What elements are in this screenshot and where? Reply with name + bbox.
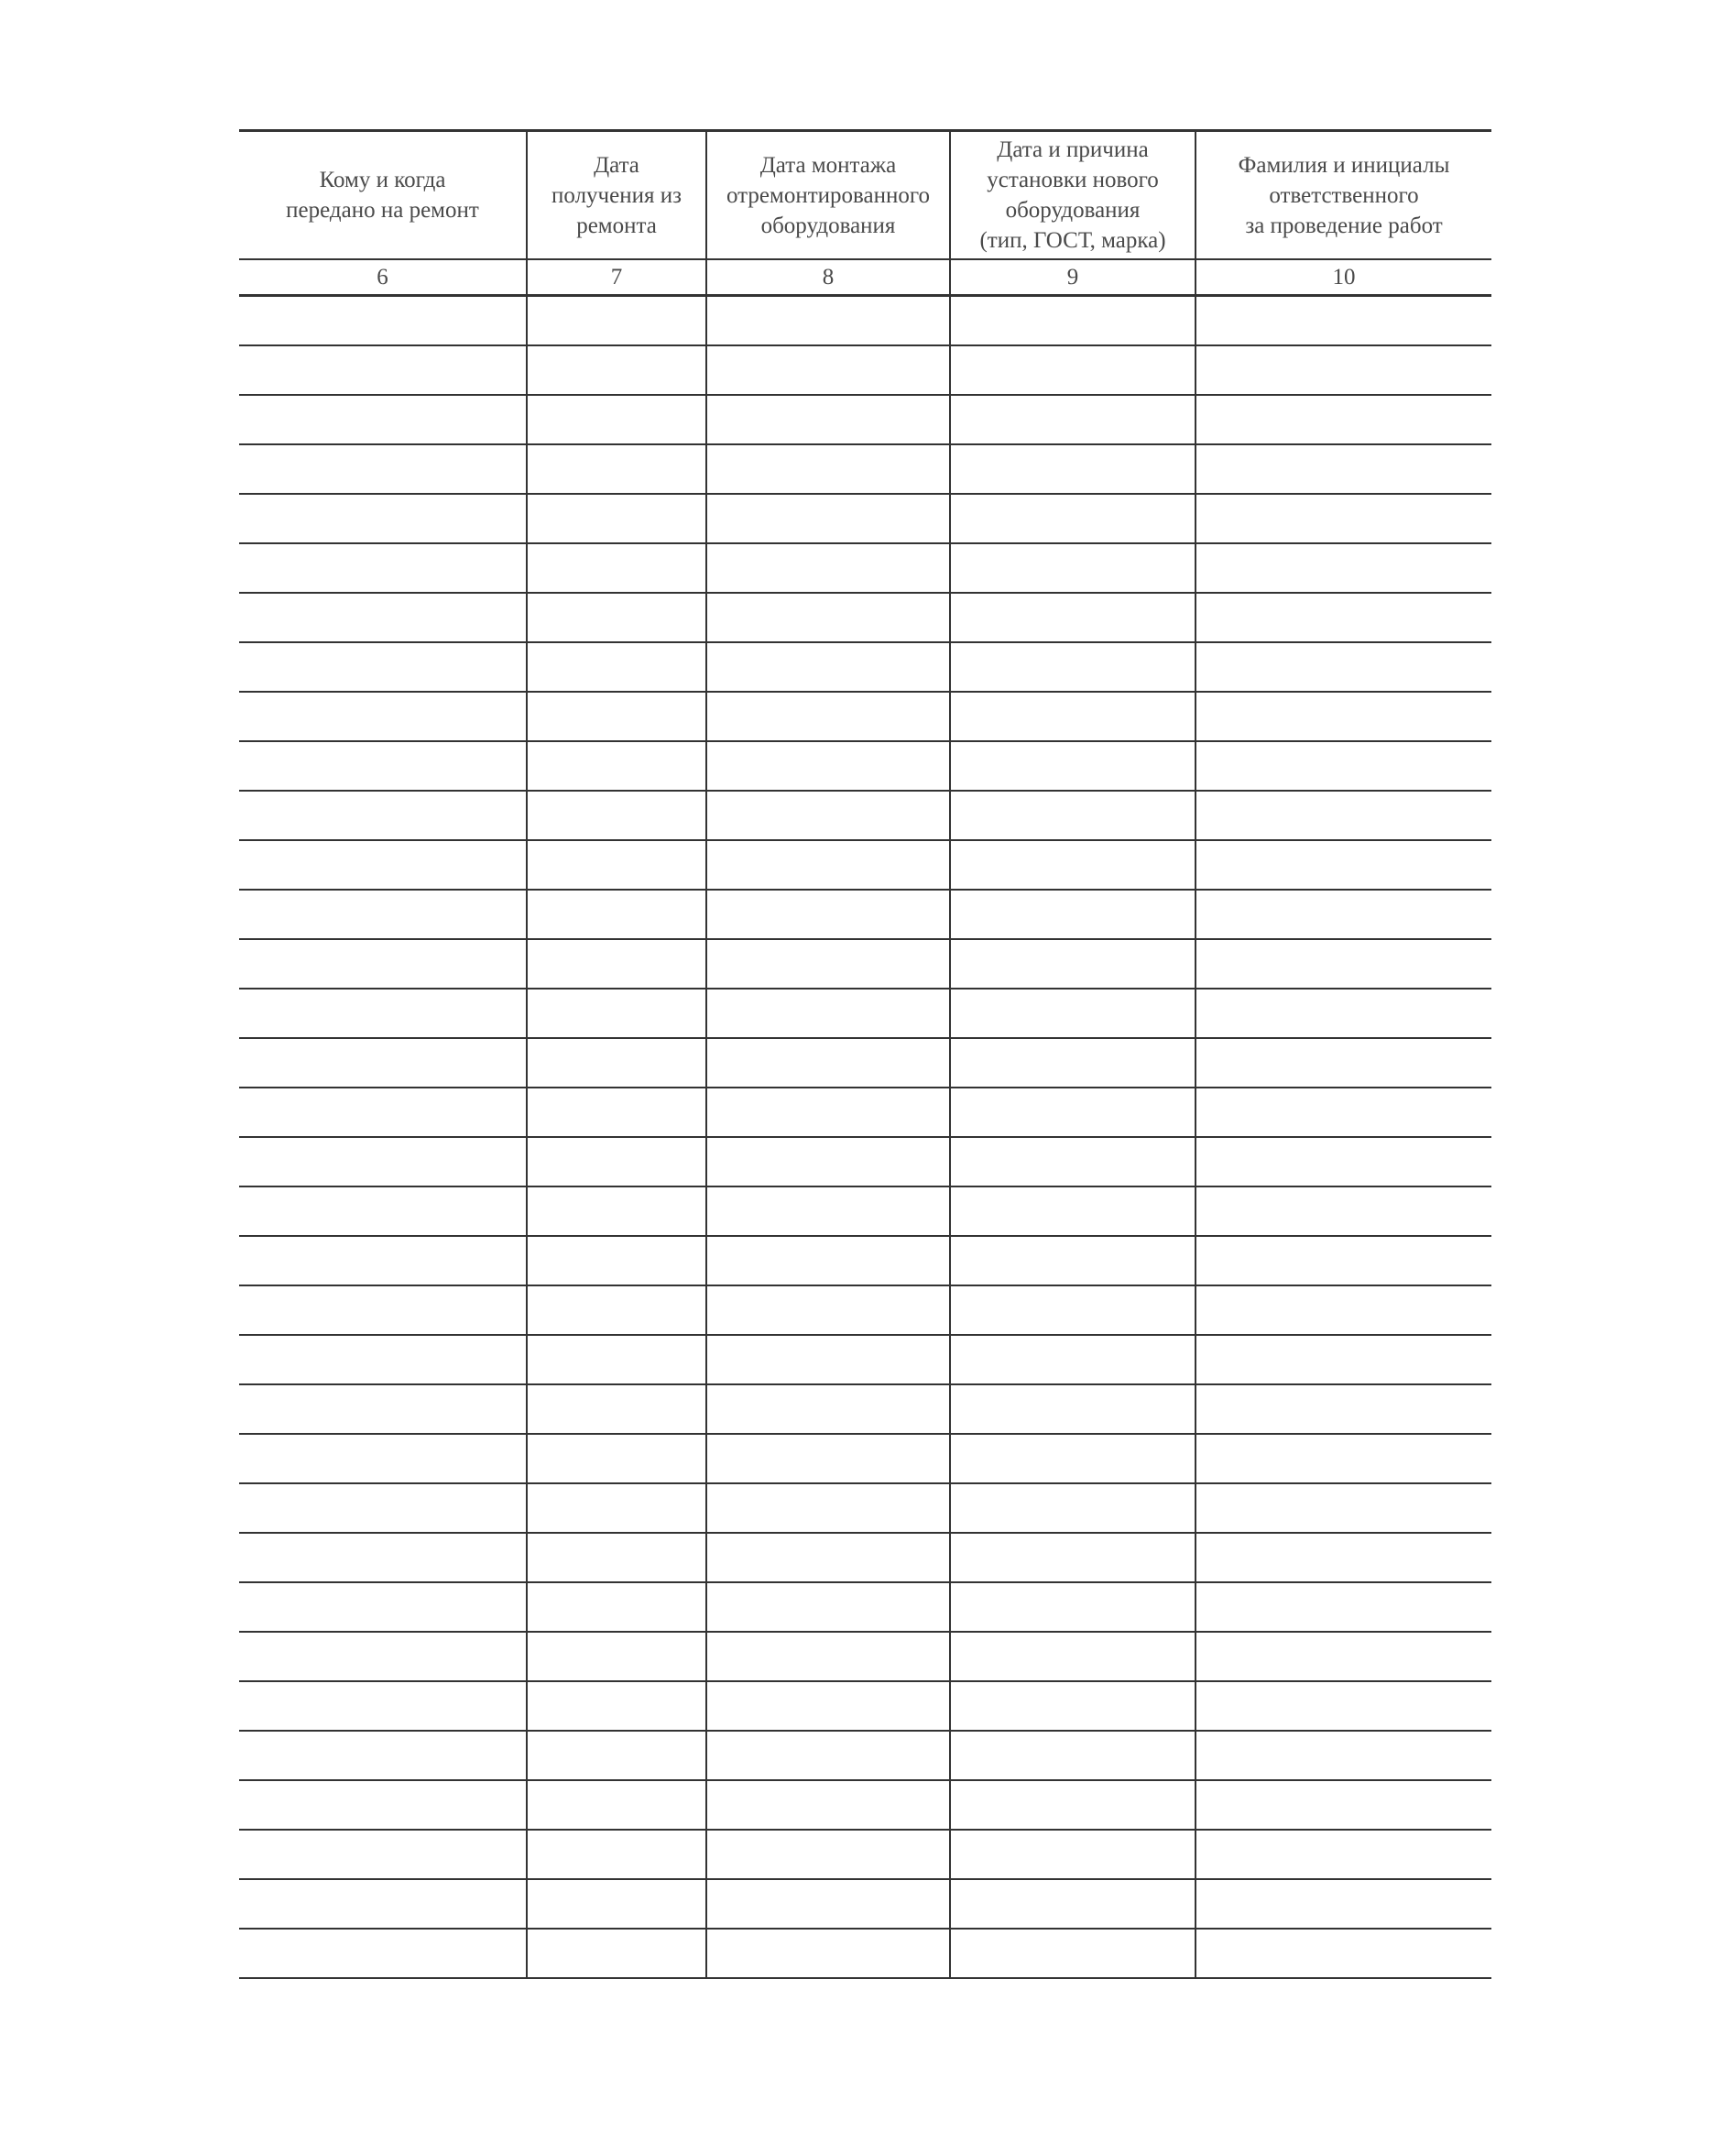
table-cell	[239, 1186, 527, 1236]
table-cell	[1196, 1681, 1491, 1731]
table-cell	[527, 395, 706, 444]
table-cell	[706, 1088, 950, 1137]
table-cell	[950, 1088, 1196, 1137]
table-cell	[706, 1929, 950, 1978]
column-number: 8	[706, 259, 950, 296]
table-cell	[706, 1533, 950, 1582]
table-cell	[527, 593, 706, 642]
table-cell	[239, 1038, 527, 1088]
table-cell	[950, 1483, 1196, 1533]
table-cell	[950, 444, 1196, 494]
table-cell	[1196, 593, 1491, 642]
table-cell	[706, 1780, 950, 1830]
table-cell	[1196, 1285, 1491, 1335]
table-cell	[527, 1830, 706, 1879]
table-cell	[706, 1137, 950, 1186]
table-row	[239, 1186, 1491, 1236]
table-cell	[1196, 1632, 1491, 1681]
table-cell	[706, 1236, 950, 1285]
header-sent-for-repair: Кому и когда передано на ремонт	[239, 131, 527, 260]
table-row	[239, 1929, 1491, 1978]
table-cell	[239, 1384, 527, 1434]
table-cell	[1196, 1384, 1491, 1434]
table-cell	[1196, 1088, 1491, 1137]
column-number: 6	[239, 259, 527, 296]
table-row	[239, 1632, 1491, 1681]
table-cell	[706, 1335, 950, 1384]
table-cell	[527, 692, 706, 741]
table-cell	[950, 1582, 1196, 1632]
table-cell	[1196, 1335, 1491, 1384]
table-cell	[1196, 840, 1491, 890]
table-row	[239, 494, 1491, 543]
table-cell	[239, 939, 527, 989]
table-cell	[239, 1483, 527, 1533]
table-cell	[950, 741, 1196, 791]
table-cell	[239, 1236, 527, 1285]
table-row	[239, 1285, 1491, 1335]
table-cell	[706, 1681, 950, 1731]
table-cell	[950, 1137, 1196, 1186]
table-cell	[706, 840, 950, 890]
table-cell	[239, 543, 527, 593]
table-cell	[239, 1088, 527, 1137]
table-row	[239, 642, 1491, 692]
table-cell	[950, 395, 1196, 444]
table-row	[239, 939, 1491, 989]
table-cell	[1196, 1137, 1491, 1186]
table-cell	[950, 1681, 1196, 1731]
table-cell	[1196, 741, 1491, 791]
table-cell	[1196, 989, 1491, 1038]
table-cell	[527, 1186, 706, 1236]
table-cell	[527, 1434, 706, 1483]
table-cell	[527, 1582, 706, 1632]
table-cell	[527, 890, 706, 939]
table-cell	[239, 642, 527, 692]
table-cell	[239, 692, 527, 741]
table-cell	[527, 345, 706, 395]
table-cell	[527, 444, 706, 494]
table-cell	[1196, 1929, 1491, 1978]
table-cell	[950, 890, 1196, 939]
table-cell	[1196, 1483, 1491, 1533]
table-cell	[527, 989, 706, 1038]
table-cell	[1196, 1038, 1491, 1088]
table-cell	[239, 1137, 527, 1186]
table-cell	[527, 543, 706, 593]
table-cell	[950, 1533, 1196, 1582]
table-cell	[950, 593, 1196, 642]
table-cell	[1196, 1830, 1491, 1879]
table-cell	[706, 890, 950, 939]
table-cell	[706, 1582, 950, 1632]
table-row	[239, 1137, 1491, 1186]
table-row	[239, 1483, 1491, 1533]
table-cell	[1196, 395, 1491, 444]
table-row	[239, 593, 1491, 642]
table-cell	[1196, 1236, 1491, 1285]
table-cell	[706, 791, 950, 840]
table-cell	[1196, 296, 1491, 346]
table-cell	[1196, 791, 1491, 840]
table-cell	[527, 1681, 706, 1731]
table-cell	[239, 741, 527, 791]
table-cell	[527, 1088, 706, 1137]
header-repaired-mounting-date: Дата монтажа отремонтированного оборудования	[706, 131, 950, 260]
table-row	[239, 1384, 1491, 1434]
table-cell	[950, 1285, 1196, 1335]
header-row	[239, 131, 1491, 260]
table-cell	[706, 692, 950, 741]
table-cell	[1196, 890, 1491, 939]
table-cell	[950, 840, 1196, 890]
table-cell	[239, 593, 527, 642]
table-cell	[706, 1384, 950, 1434]
table-cell	[527, 1038, 706, 1088]
table-cell	[239, 1335, 527, 1384]
table-cell	[1196, 692, 1491, 741]
table-cell	[1196, 1434, 1491, 1483]
table-cell	[950, 791, 1196, 840]
table-cell	[950, 543, 1196, 593]
table-row	[239, 1780, 1491, 1830]
table-row	[239, 1582, 1491, 1632]
table-cell	[1196, 543, 1491, 593]
table-cell	[527, 1780, 706, 1830]
table-cell	[239, 1731, 527, 1780]
table-row	[239, 395, 1491, 444]
table-cell	[239, 1434, 527, 1483]
table-cell	[950, 1830, 1196, 1879]
table-cell	[527, 791, 706, 840]
table-row	[239, 1236, 1491, 1285]
column-number: 10	[1196, 259, 1491, 296]
table-cell	[706, 1830, 950, 1879]
table-cell	[706, 741, 950, 791]
table-row	[239, 890, 1491, 939]
table-cell	[950, 1186, 1196, 1236]
table-cell	[950, 494, 1196, 543]
column-number: 9	[950, 259, 1196, 296]
table-row	[239, 1830, 1491, 1879]
table-cell	[950, 1384, 1196, 1434]
table-row	[239, 444, 1491, 494]
table-row	[239, 989, 1491, 1038]
table-row	[239, 543, 1491, 593]
table-row	[239, 840, 1491, 890]
table-cell	[239, 1533, 527, 1582]
table-row	[239, 345, 1491, 395]
table-row	[239, 1681, 1491, 1731]
table-cell	[1196, 1780, 1491, 1830]
table-cell	[239, 444, 527, 494]
table-cell	[950, 989, 1196, 1038]
table-cell	[706, 642, 950, 692]
table-cell	[239, 1879, 527, 1929]
table-cell	[527, 1236, 706, 1285]
table-cell	[527, 494, 706, 543]
table-cell	[527, 1632, 706, 1681]
table-cell	[706, 939, 950, 989]
table-cell	[706, 1285, 950, 1335]
table-cell	[239, 840, 527, 890]
table-row	[239, 1335, 1491, 1384]
table-cell	[527, 1384, 706, 1434]
table-cell	[1196, 494, 1491, 543]
table-cell	[1196, 1582, 1491, 1632]
table-cell	[950, 296, 1196, 346]
table-cell	[1196, 444, 1491, 494]
table-cell	[527, 296, 706, 346]
table-cell	[1196, 1879, 1491, 1929]
table-cell	[239, 1285, 527, 1335]
table-cell	[1196, 1186, 1491, 1236]
column-number-row	[239, 259, 1491, 296]
table-row	[239, 1533, 1491, 1582]
table-cell	[706, 1186, 950, 1236]
table-cell	[239, 1681, 527, 1731]
repair-log-table	[239, 129, 1491, 1979]
table-cell	[706, 1483, 950, 1533]
table-cell	[239, 791, 527, 840]
column-number: 7	[527, 259, 706, 296]
table-cell	[239, 890, 527, 939]
table-cell	[706, 989, 950, 1038]
table-cell	[527, 1929, 706, 1978]
table-cell	[527, 1483, 706, 1533]
header-received-from-repair: Дата получения из ремонта	[527, 131, 706, 260]
table-cell	[706, 543, 950, 593]
table-cell	[950, 642, 1196, 692]
table-cell	[1196, 345, 1491, 395]
table-cell	[706, 345, 950, 395]
table-cell	[706, 494, 950, 543]
table-cell	[950, 1038, 1196, 1088]
header-responsible-person: Фамилия и инициалы ответственного за проведение работ	[1196, 131, 1491, 260]
table-cell	[527, 741, 706, 791]
header-new-equipment: Дата и причина установки нового оборудования (тип, ГОСТ, марка)	[950, 131, 1196, 260]
table-cell	[527, 1285, 706, 1335]
table-cell	[527, 840, 706, 890]
table-cell	[239, 395, 527, 444]
table-cell	[239, 1929, 527, 1978]
table-cell	[950, 1632, 1196, 1681]
table-cell	[706, 395, 950, 444]
table-cell	[527, 1335, 706, 1384]
table-cell	[706, 1434, 950, 1483]
table-cell	[950, 1780, 1196, 1830]
table-cell	[950, 692, 1196, 741]
table-cell	[1196, 939, 1491, 989]
table-cell	[239, 1830, 527, 1879]
table-row	[239, 1434, 1491, 1483]
table-cell	[1196, 1533, 1491, 1582]
table-row	[239, 296, 1491, 346]
table-cell	[239, 1582, 527, 1632]
table-cell	[706, 1731, 950, 1780]
table-cell	[527, 1731, 706, 1780]
table-cell	[527, 1533, 706, 1582]
table-cell	[950, 1434, 1196, 1483]
table-cell	[950, 1879, 1196, 1929]
table-cell	[239, 1632, 527, 1681]
table-cell	[527, 642, 706, 692]
table-cell	[239, 989, 527, 1038]
table-cell	[239, 494, 527, 543]
table-cell	[239, 1780, 527, 1830]
table-cell	[706, 1038, 950, 1088]
table-cell	[239, 345, 527, 395]
table-cell	[527, 1137, 706, 1186]
table-cell	[706, 444, 950, 494]
table-row	[239, 1731, 1491, 1780]
table-cell	[950, 1731, 1196, 1780]
table-cell	[950, 1929, 1196, 1978]
table-cell	[950, 345, 1196, 395]
table-row	[239, 692, 1491, 741]
table-cell	[706, 593, 950, 642]
table-cell	[706, 296, 950, 346]
table-row	[239, 741, 1491, 791]
table-row	[239, 791, 1491, 840]
table-cell	[1196, 642, 1491, 692]
table-cell	[950, 1335, 1196, 1384]
table-row	[239, 1879, 1491, 1929]
table-cell	[239, 296, 527, 346]
table-cell	[950, 1236, 1196, 1285]
table-cell	[1196, 1731, 1491, 1780]
table-cell	[527, 1879, 706, 1929]
table-body	[239, 296, 1491, 1979]
table-row	[239, 1088, 1491, 1137]
table-cell	[950, 939, 1196, 989]
table-cell	[706, 1879, 950, 1929]
table-cell	[706, 1632, 950, 1681]
table-cell	[527, 939, 706, 989]
table-row	[239, 1038, 1491, 1088]
